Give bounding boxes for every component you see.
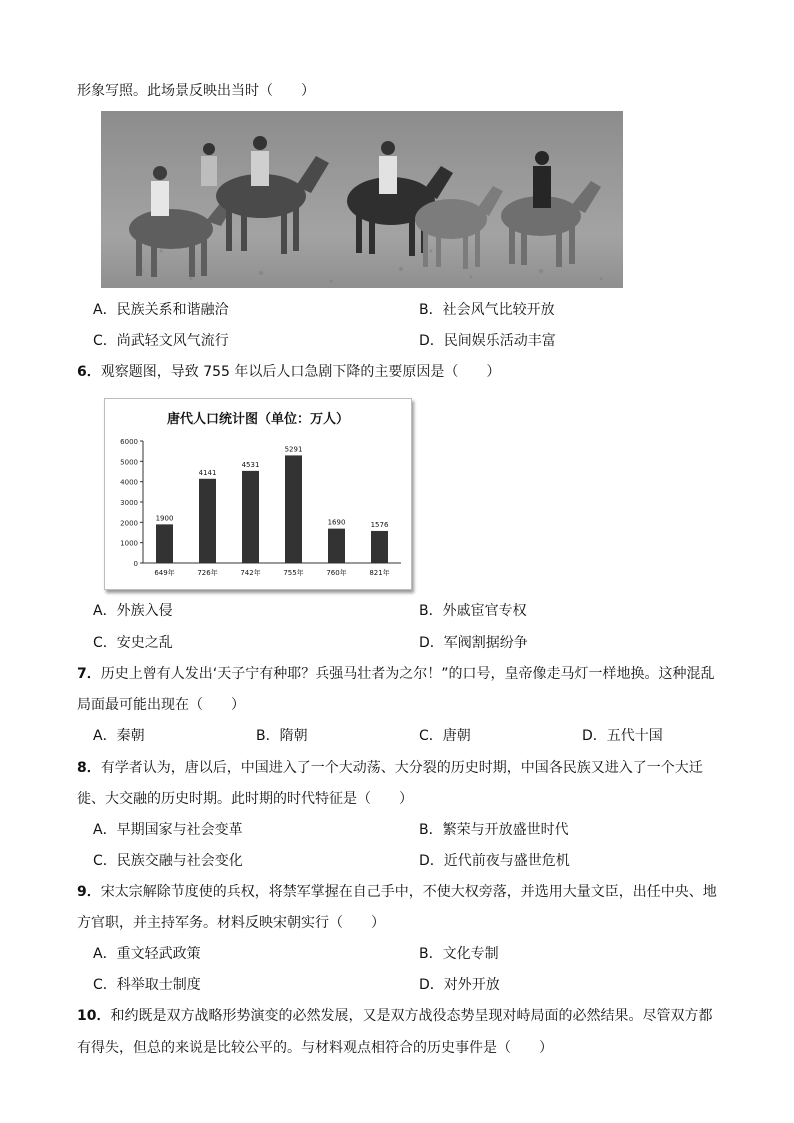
q8-option-d[interactable]: D．近代前夜与盛世危机	[419, 853, 570, 869]
q6-option-c[interactable]: C．安史之乱	[93, 635, 173, 651]
population-chart	[104, 398, 412, 590]
question-10-stem-line-1: 10．和约既是双方战略形势演变的必然发展，又是双方战役态势呈现对峙局面的必然结果。尽管双方都	[77, 1008, 713, 1024]
question-7-stem-line-2: 局面最可能出现在（ ）	[77, 697, 245, 713]
bar	[242, 471, 259, 563]
q6-option-a[interactable]: A．外族入侵	[93, 603, 173, 619]
question-7-stem-line-1: 7．历史上曾有人发出‘天子宁有种耶？兵强马壮者为之尔！”的口号，皇帝像走马灯一样地换。这种混乱	[77, 666, 715, 682]
question-6-stem: 6．观察题图，导致 755 年以后人口急剧下降的主要原因是（ ）	[77, 364, 501, 380]
bar	[156, 524, 173, 563]
bar-data-label: 5291	[284, 445, 303, 454]
x-tick-label: 755年	[283, 569, 304, 577]
q7-option-d[interactable]: D．五代十国	[582, 728, 663, 744]
q7-option-c[interactable]: C．唐朝	[419, 728, 471, 744]
x-tick-label: 760年	[326, 569, 347, 577]
y-tick-label: 2000	[120, 519, 138, 528]
x-tick-label: 726年	[197, 569, 218, 577]
q6-option-d[interactable]: D．军阀割据纷争	[419, 635, 528, 651]
population-chart-svg	[105, 399, 411, 589]
q9-option-a[interactable]: A．重文轻武政策	[93, 946, 201, 962]
y-tick-label: 0	[133, 560, 138, 568]
question-8-stem-line-1: 8．有学者认为，唐以后，中国进入了一个大动荡、大分裂的历史时期，中国各民族又进入了一个大迁	[77, 760, 703, 776]
q9-option-b[interactable]: B．文化专制	[419, 946, 499, 962]
bar	[285, 455, 302, 563]
question-10-stem-line-2: 有得失，但总的来说是比较公平的。与材料观点相符合的历史事件是（ ）	[77, 1040, 553, 1056]
bar	[199, 479, 216, 563]
y-tick-label: 1000	[120, 539, 138, 548]
bar-data-label: 4531	[241, 460, 260, 469]
question-8-stem-line-2: 徙、大交融的历史时期。此时期的时代特征是（ ）	[77, 791, 413, 807]
q5-option-a[interactable]: A．民族关系和谐融洽	[93, 302, 229, 318]
question-9-stem-line-2: 方官职，并主持军务。材料反映宋朝实行（ ）	[77, 915, 385, 931]
q6-option-b[interactable]: B．外戚宦官专权	[419, 603, 527, 619]
y-tick-label: 4000	[120, 478, 138, 487]
bar-data-label: 1900	[155, 514, 174, 523]
q9-option-d[interactable]: D．对外开放	[419, 977, 500, 993]
x-tick-label: 821年	[369, 569, 390, 577]
bar-data-label: 1576	[370, 520, 389, 529]
q8-option-c[interactable]: C．民族交融与社会变化	[93, 853, 243, 869]
q7-option-a[interactable]: A．秦朝	[93, 728, 145, 744]
question-5-stem-tail: 形象写照。此场景反映出当时（ ）	[77, 83, 315, 99]
bar	[328, 529, 345, 563]
q5-option-d[interactable]: D．民间娱乐活动丰富	[419, 333, 556, 349]
x-tick-label: 742年	[240, 569, 261, 577]
bar-data-label: 4141	[198, 468, 217, 477]
q8-option-b[interactable]: B．繁荣与开放盛世时代	[419, 822, 569, 838]
bar	[371, 531, 388, 563]
q9-option-c[interactable]: C．科举取士制度	[93, 977, 201, 993]
bar-data-label: 1690	[327, 518, 346, 527]
q7-option-b[interactable]: B．隋朝	[256, 728, 308, 744]
q5-option-c[interactable]: C．尚武轻文风气流行	[93, 333, 229, 349]
x-tick-label: 649年	[154, 569, 175, 577]
chart-title: 唐代人口统计图（单位：万人）	[166, 412, 350, 427]
question-9-stem-line-1: 9．宋太宗解除节度使的兵权，将禁军掌握在自己手中，不使大权旁落，并选用大量文臣，出任中央、地	[77, 884, 717, 900]
q8-option-a[interactable]: A．早期国家与社会变革	[93, 822, 243, 838]
y-tick-label: 5000	[120, 458, 138, 467]
y-tick-label: 3000	[120, 499, 138, 507]
y-tick-label: 6000	[120, 438, 138, 446]
q5-option-b[interactable]: B．社会风气比较开放	[419, 302, 555, 318]
horse-riding-painting	[101, 111, 623, 288]
